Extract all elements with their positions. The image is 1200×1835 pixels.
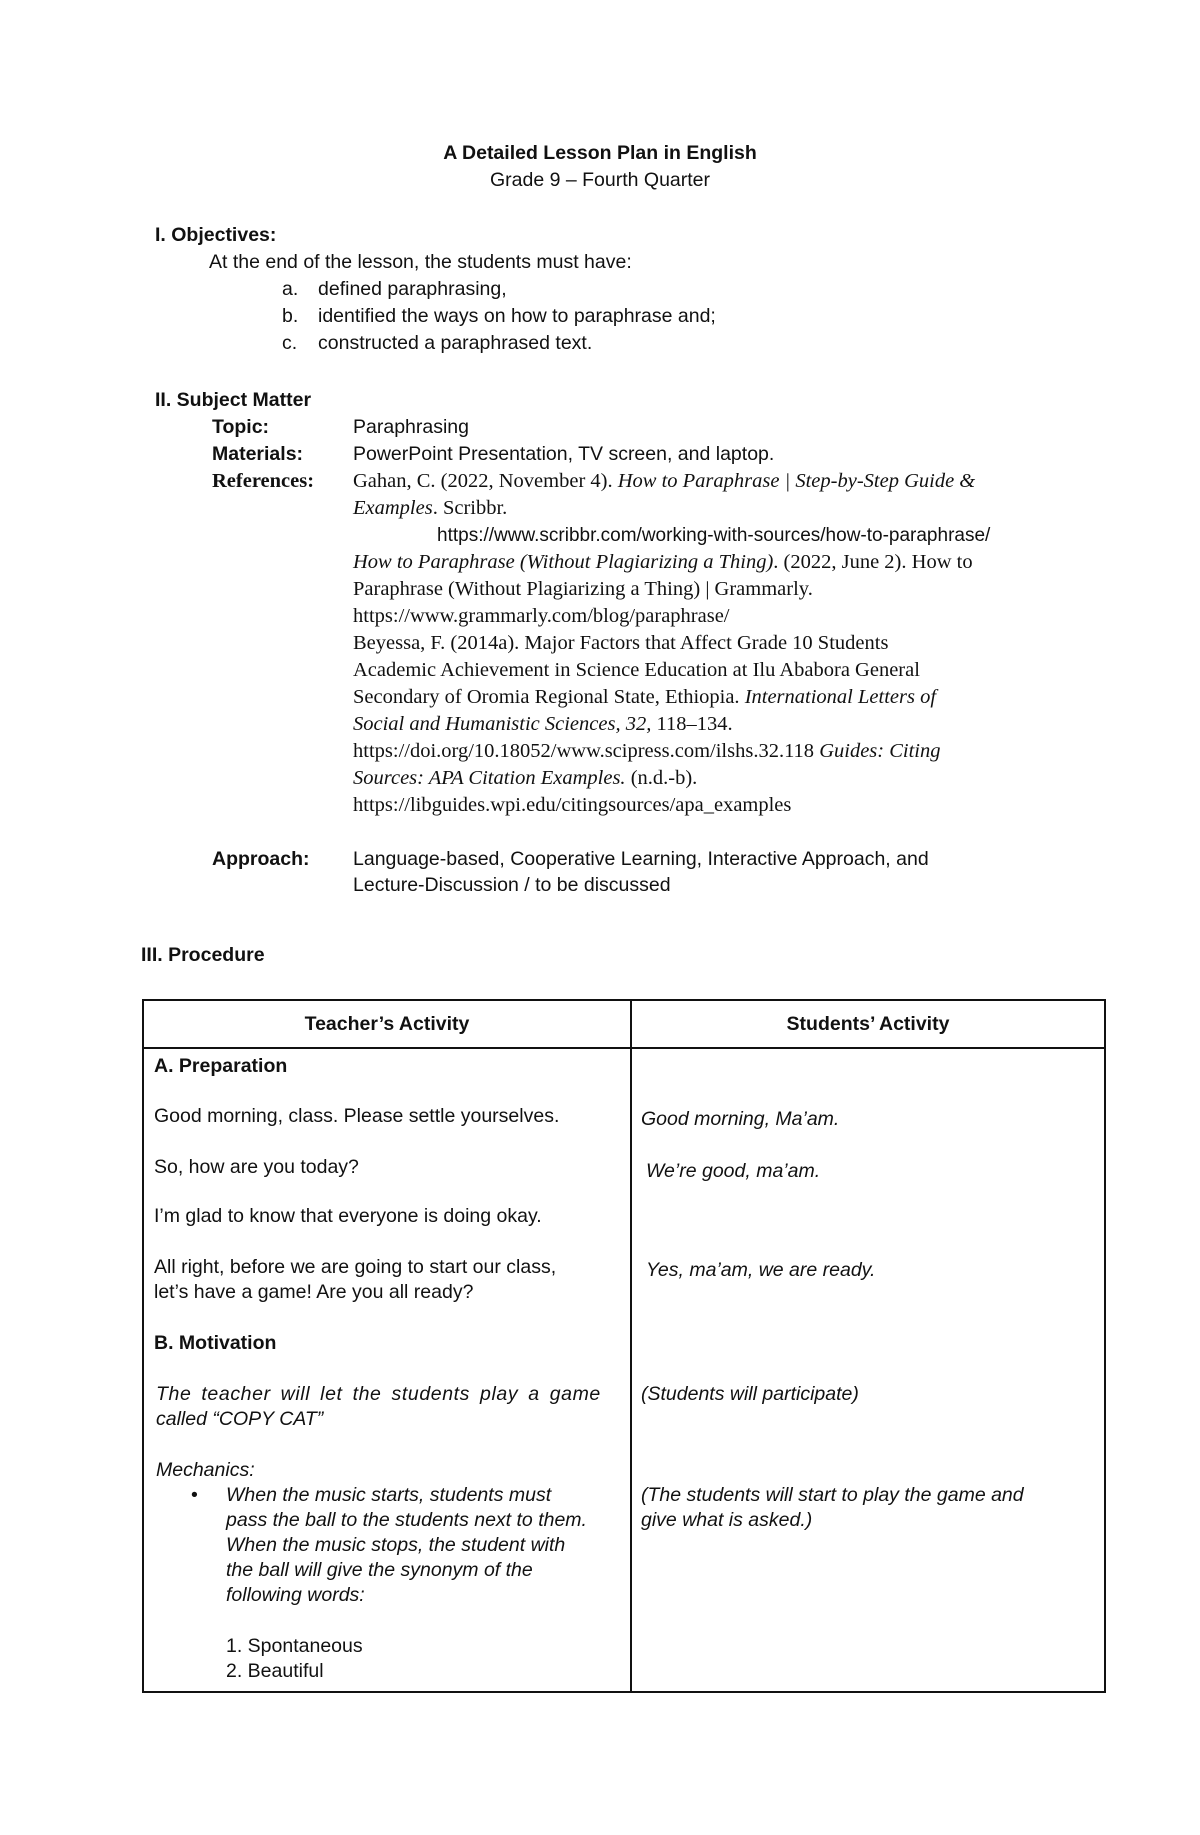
objectives-heading: I. Objectives:	[155, 224, 277, 246]
reference-1-url[interactable]: https://www.scribbr.com/working-with-sources/how-to-paraphrase/	[437, 525, 991, 546]
reference-2-title: How to Paraphrase (Without Plagiarizing a Thing)	[353, 551, 774, 573]
reference-1-author: Gahan, C. (2022, November 4).	[353, 470, 618, 492]
teacher-game-line-2: called “COPY CAT”	[156, 1408, 324, 1430]
teacher-glad: I’m glad to know that everyone is doing okay.	[154, 1205, 542, 1227]
students-participate: (Students will participate)	[641, 1383, 859, 1405]
objective-marker-b: b.	[282, 305, 299, 327]
reference-4-url[interactable]: https://libguides.wpi.edu/citingsources/apa_examples	[353, 794, 792, 816]
reference-3-doi[interactable]: https://doi.org/10.18052/www.scipress.com/ilshs.32.118	[353, 740, 820, 762]
reference-2-url[interactable]: https://www.grammarly.com/blog/paraphrase/	[353, 605, 730, 627]
reference-2-date: . (2022, June 2). How to	[773, 551, 973, 573]
teacher-game-line-1-text: The teacher will let the students play a game	[156, 1383, 601, 1405]
teacher-game-line-1	[156, 1382, 631, 1407]
references-list	[353, 468, 1053, 819]
teacher-ready-line-1: All right, before we are going to start our class,	[154, 1256, 557, 1278]
reference-3-journal: International Letters of	[744, 686, 937, 708]
reference-4	[353, 765, 1053, 792]
topic-label: Topic:	[212, 416, 270, 438]
mechanics-rule-line-1: When the music starts, students must	[226, 1484, 552, 1506]
mechanics-rule-line-5: following words:	[226, 1584, 365, 1606]
objective-marker-c: c.	[282, 332, 298, 354]
reference-1	[353, 468, 1053, 495]
mechanics-rule-line-3: When the music stops, the student with	[226, 1534, 566, 1556]
students-activity-cell	[631, 1048, 1105, 1692]
teacher-activity-header: Teacher’s Activity	[143, 1000, 631, 1048]
reference-2-source: Paraphrase (Without Plagiarizing a Thing) | Grammarly.	[353, 578, 813, 600]
approach-label: Approach:	[212, 848, 310, 870]
teacher-how-are-you: So, how are you today?	[154, 1156, 359, 1178]
procedure-table-header	[143, 1000, 1105, 1048]
motivation-heading: B. Motivation	[154, 1332, 277, 1354]
objective-item-b: identified the ways on how to paraphrase and;	[318, 305, 716, 327]
reference-1-title-cont: Examples	[353, 497, 433, 519]
reference-3-line-2: Academic Achievement in Science Education at Ilu Ababora General	[353, 659, 920, 681]
reference-3-line-1: Beyessa, F. (2014a). Major Factors that Affect Grade 10 Students	[353, 632, 889, 654]
teacher-ready-line-2: let’s have a game! Are you all ready?	[154, 1281, 474, 1303]
students-play-line-1: (The students will start to play the game and	[641, 1484, 1024, 1506]
reference-4-title-cont: Sources: APA Citation Examples.	[353, 767, 626, 789]
objective-item-a: defined paraphrasing,	[318, 278, 507, 300]
procedure-heading: III. Procedure	[141, 944, 265, 966]
objective-marker-a: a.	[282, 278, 299, 300]
reference-1-title: How to Paraphrase | Step-by-Step Guide &	[617, 470, 976, 492]
reference-3-line-3: Secondary of Oromia Regional State, Ethiopia.	[353, 686, 745, 708]
topic-value: Paraphrasing	[353, 416, 469, 438]
reference-4-date: (n.d.-b).	[625, 767, 698, 789]
students-good: We’re good, ma’am.	[646, 1160, 821, 1182]
students-activity-header: Students’ Activity	[631, 1000, 1105, 1048]
mechanics-label: Mechanics:	[156, 1459, 255, 1481]
document-title: A Detailed Lesson Plan in English	[443, 142, 757, 164]
teacher-greeting: Good morning, class. Please settle yourselves.	[154, 1105, 560, 1127]
document-subtitle: Grade 9 – Fourth Quarter	[489, 169, 711, 191]
mechanics-bullet: •	[191, 1484, 198, 1506]
students-ready: Yes, ma’am, we are ready.	[646, 1259, 876, 1281]
approach-line-1: Language-based, Cooperative Learning, Interactive Approach, and	[353, 848, 929, 870]
reference-3	[353, 630, 1053, 657]
preparation-heading: A. Preparation	[154, 1055, 288, 1077]
mechanics-rule-line-2: pass the ball to the students next to them.	[226, 1509, 587, 1531]
reference-2	[353, 549, 1053, 576]
procedure-table	[142, 999, 1106, 1693]
materials-label: Materials:	[212, 443, 304, 465]
materials-value: PowerPoint Presentation, TV screen, and laptop.	[353, 443, 775, 465]
mechanics-rule-line-4: the ball will give the synonym of the	[226, 1559, 533, 1581]
reference-4-title: Guides: Citing	[819, 740, 941, 762]
procedure-table-row	[143, 1048, 1105, 1692]
approach-line-2: Lecture-Discussion / to be discussed	[353, 874, 671, 896]
teacher-activity-cell	[143, 1048, 631, 1692]
word-2: 2. Beautiful	[226, 1660, 324, 1682]
subject-matter-heading: II. Subject Matter	[155, 389, 312, 411]
objective-item-c: constructed a paraphrased text.	[318, 332, 593, 354]
students-play-line-2: give what is asked.)	[641, 1509, 813, 1531]
references-label: References:	[212, 470, 315, 492]
objectives-intro: At the end of the lesson, the students must have:	[209, 251, 632, 273]
reference-1-publisher: . Scribbr.	[432, 497, 508, 519]
students-greeting: Good morning, Ma’am.	[641, 1108, 840, 1130]
word-1: 1. Spontaneous	[226, 1635, 363, 1657]
reference-3-journal-cont: Social and Humanistic Sciences, 32,	[353, 713, 652, 735]
reference-3-pages: 118–134.	[651, 713, 733, 735]
